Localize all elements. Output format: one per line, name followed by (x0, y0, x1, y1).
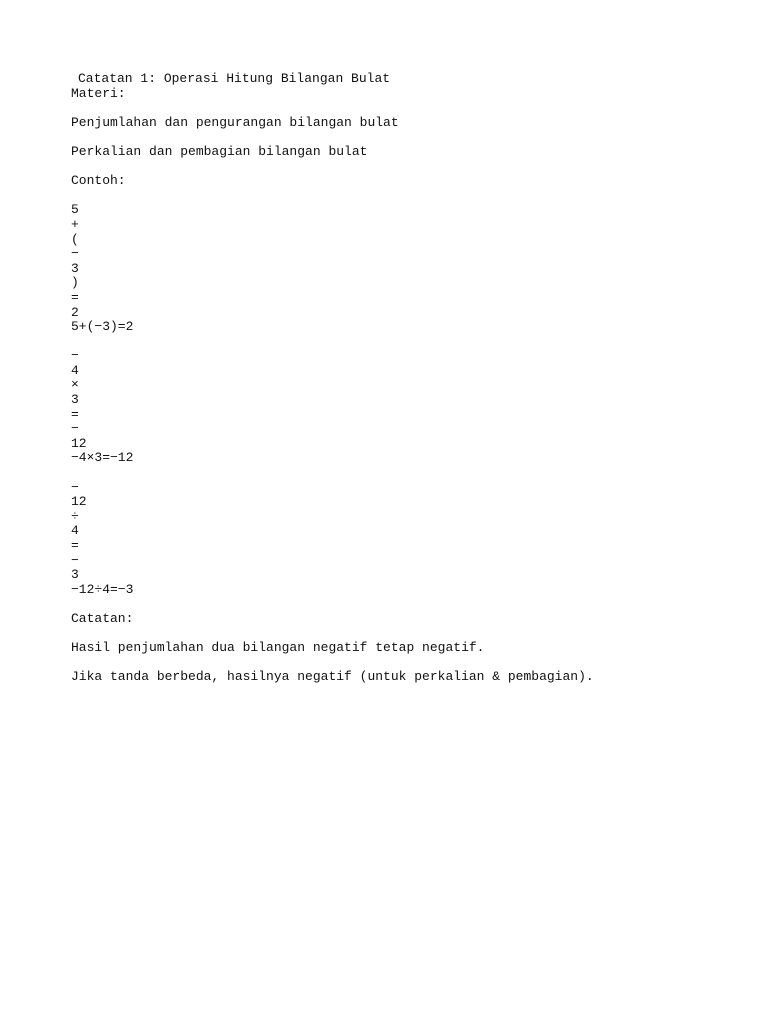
example-token: = (71, 289, 79, 305)
document-page (71, 72, 751, 685)
spacer (71, 189, 751, 204)
example-token: 3 (71, 392, 79, 408)
spacer (71, 335, 751, 350)
materi-label: Materi: (71, 85, 126, 101)
example-token: = (71, 538, 79, 553)
example-token: 4 (71, 362, 79, 378)
example-token: 2 (71, 304, 79, 320)
example-token: 3 (71, 567, 79, 583)
example-token: ÷ (71, 508, 79, 524)
spacer (71, 627, 751, 642)
example-token: − (71, 348, 79, 364)
spacer (71, 597, 751, 612)
catatan-item: Jika tanda berbeda, hasilnya negatif (untuk perkalian & pembagian). (71, 669, 594, 685)
spacer (71, 101, 751, 116)
example-3 (71, 481, 751, 598)
example-token: 12 (71, 435, 87, 451)
example-token: − (71, 552, 79, 568)
example-token: − (71, 479, 79, 495)
example-inline: 5+(−3)=2 (71, 319, 134, 335)
example-token: − (71, 421, 79, 437)
contoh-label: Contoh: (71, 173, 126, 189)
example-token: + (71, 216, 79, 232)
spacer (71, 656, 751, 671)
example-2 (71, 349, 751, 466)
example-token: × (71, 377, 79, 393)
spacer (71, 130, 751, 145)
catatan-label: Catatan: (71, 610, 134, 626)
document-title: Catatan 1: Operasi Hitung Bilangan Bulat (78, 71, 391, 86)
example-inline: −12÷4=−3 (71, 581, 134, 597)
example-token: 3 (71, 260, 79, 276)
example-token: ) (71, 275, 79, 291)
example-token: 12 (71, 494, 87, 510)
example-token: − (71, 246, 79, 262)
example-token: ( (71, 231, 79, 247)
catatan-item: Hasil penjumlahan dua bilangan negatif tetap negatif. (71, 640, 485, 656)
materi-item: Perkalian dan pembagian bilangan bulat (71, 143, 368, 159)
example-token: 5 (71, 202, 79, 218)
example-inline: −4×3=−12 (71, 450, 134, 466)
example-token: = (71, 406, 79, 422)
materi-item: Penjumlahan dan pengurangan bilangan bulat (71, 114, 399, 130)
example-1 (71, 203, 751, 334)
spacer (71, 160, 751, 175)
example-token: 4 (71, 523, 79, 539)
spacer (71, 466, 751, 481)
